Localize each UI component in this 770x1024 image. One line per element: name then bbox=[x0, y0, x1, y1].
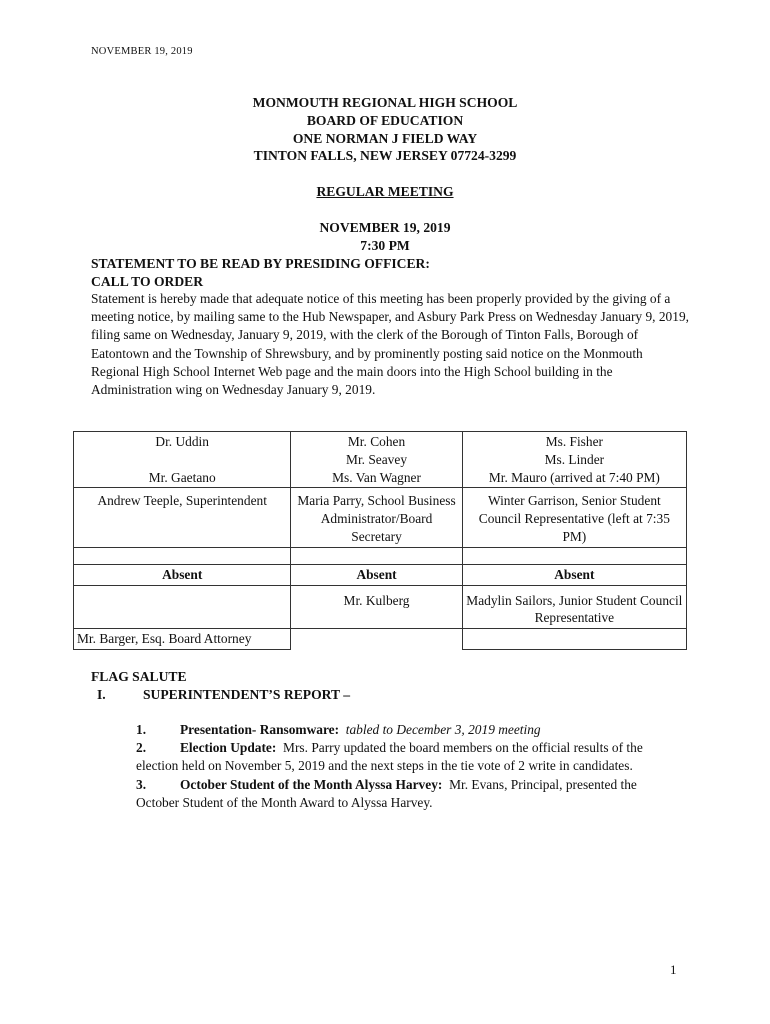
table-cell bbox=[291, 547, 462, 564]
member-name: Ms. Linder bbox=[544, 451, 605, 467]
item-text: Mrs. Parry updated the board members on the official results of the election held on November 5, 2019 and the next steps in the tie vote of 2 write in candidates. bbox=[136, 740, 643, 774]
item-text: tabled to December 3, 2019 meeting bbox=[345, 722, 541, 737]
table-row bbox=[74, 629, 687, 650]
member-name: Mr. Mauro (arrived at 7:40 PM) bbox=[488, 469, 660, 485]
student-rep-cell: Winter Garrison, Senior Student Council Representative (left at 7:35 PM) bbox=[462, 488, 686, 547]
absent-label: Absent bbox=[74, 564, 291, 585]
table-row bbox=[74, 488, 687, 547]
document-title bbox=[0, 94, 770, 165]
table-cell bbox=[291, 432, 462, 488]
call-to-order-heading: CALL TO ORDER bbox=[91, 274, 204, 289]
section-title: SUPERINTENDENT’S REPORT – bbox=[143, 687, 350, 702]
member-name: Ms. Van Wagner bbox=[332, 469, 421, 485]
statement-heading: STATEMENT TO BE READ BY PRESIDING OFFICER: bbox=[91, 256, 430, 271]
meeting-datetime bbox=[0, 219, 770, 255]
board-name: BOARD OF EDUCATION bbox=[306, 112, 464, 128]
item-number: 3. bbox=[136, 776, 147, 792]
member-name-blank bbox=[77, 451, 287, 469]
business-admin-cell: Maria Parry, School Business Administrator/Board Secretary bbox=[291, 488, 462, 547]
school-name: MONMOUTH REGIONAL HIGH SCHOOL bbox=[252, 95, 518, 110]
absent-header-row bbox=[74, 564, 687, 585]
notice-statement: Statement is hereby made that adequate notice of this meeting has been properly provided by the giving of a meeting notice, by mailing same to the Hub Newspaper, and Asbury Park Press on Wednesday January 9, 2019, filing same on Wednesday, January 9, 2019, with the clerk of the Borough of Tinton Falls, Borough of Eatontown and the Township of Shrewsbury, and by prominently posting said notice on the Monmouth Regional High School Internet Web page and the main doors into the High School building in the Administration wing on Wednesday January 9, 2019. bbox=[91, 291, 689, 398]
meeting-type: REGULAR MEETING bbox=[316, 184, 454, 199]
page-number: 1 bbox=[670, 962, 677, 977]
member-name: Mr. Gaetano bbox=[148, 469, 216, 485]
table-row bbox=[74, 547, 687, 564]
table-cell bbox=[74, 585, 291, 629]
item-text: Mr. Evans, Principal, presented the October Student of the Month Award to Alyssa Harvey. bbox=[136, 776, 637, 810]
section-number: I. bbox=[97, 687, 106, 702]
table-cell bbox=[74, 547, 291, 564]
list-item bbox=[136, 739, 676, 775]
section-heading bbox=[91, 686, 350, 704]
header-date: NOVEMBER 19, 2019 bbox=[91, 46, 193, 57]
member-name: Mr. Cohen bbox=[347, 434, 406, 449]
table-cell bbox=[462, 547, 686, 564]
city-address: TINTON FALLS, NEW JERSEY 07724-3299 bbox=[253, 148, 517, 164]
item-label: Election Update: bbox=[180, 740, 277, 756]
absent-member: Madylin Sailors, Junior Student Council Representative bbox=[462, 585, 686, 629]
attendance-table bbox=[73, 431, 687, 650]
member-name: Ms. Fisher bbox=[545, 434, 603, 449]
member-name: Mr. Seavey bbox=[346, 451, 408, 467]
superintendent-cell: Andrew Teeple, Superintendent bbox=[74, 488, 291, 547]
item-number: 1. bbox=[136, 722, 147, 737]
table-cell bbox=[462, 432, 686, 488]
table-row bbox=[74, 585, 687, 629]
item-label: October Student of the Month Alyssa Harvey: bbox=[180, 776, 443, 792]
meeting-date: NOVEMBER 19, 2019 bbox=[319, 220, 451, 235]
table-cell bbox=[74, 432, 291, 488]
table-cell bbox=[462, 629, 686, 650]
absent-label: Absent bbox=[462, 564, 686, 585]
absent-member: Mr. Kulberg bbox=[291, 585, 462, 629]
flag-salute-heading: FLAG SALUTE bbox=[91, 669, 187, 684]
member-name: Dr. Uddin bbox=[155, 434, 209, 449]
report-items bbox=[136, 721, 676, 812]
list-item bbox=[136, 721, 676, 739]
table-row bbox=[74, 432, 687, 488]
item-label: Presentation- Ransomware: bbox=[180, 722, 340, 737]
absent-label: Absent bbox=[291, 564, 462, 585]
list-item bbox=[136, 776, 676, 812]
meeting-time: 7:30 PM bbox=[360, 237, 410, 253]
item-number: 2. bbox=[136, 740, 147, 756]
table-cell bbox=[291, 629, 462, 650]
attorney-cell: Mr. Barger, Esq. Board Attorney bbox=[74, 629, 291, 650]
street-address: ONE NORMAN J FIELD WAY bbox=[292, 130, 478, 146]
